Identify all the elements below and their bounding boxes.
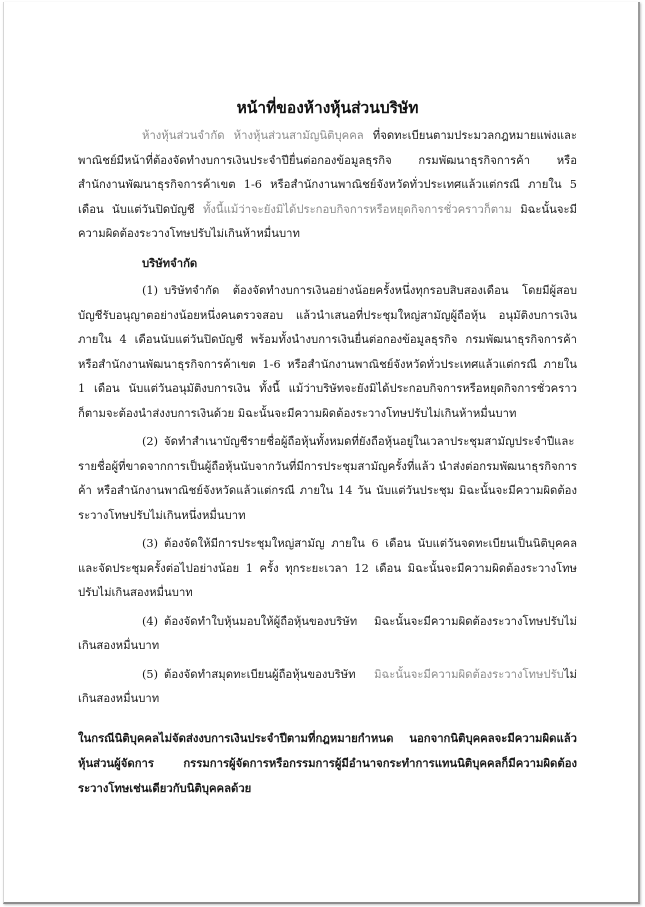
item-number: (5) — [142, 667, 159, 681]
list-item-1 — [78, 279, 577, 426]
intro-lead-faded: ห้างหุ้นส่วนจำกัด ห้างหุ้นส่วนสามัญนิติบุคคล — [142, 129, 364, 142]
item-number: (2) — [142, 435, 159, 448]
intro-paragraph — [78, 124, 577, 247]
list-item-3 — [78, 532, 577, 606]
item-text-faded: มิฉะนั้นจะมีความผิดต้องระวางโทษปรับ — [374, 667, 564, 681]
document-body — [78, 96, 577, 801]
item-text: ต้องจัดทำใบหุ้นมอบให้ผู้ถือหุ้นของบริษัท มิฉะนั้นจะมีความผิดต้องระวางโทษปรับไม่เกินสองหมื่นบาท — [78, 614, 577, 652]
list-item-5 — [78, 663, 577, 712]
intro-text-3: มิฉะนั้นจะมีความผิดต้องระวางโทษปรับไม่เกินห้าหมื่นบาท — [78, 202, 577, 240]
list-item-4 — [78, 610, 577, 659]
document-page — [3, 2, 640, 904]
item-text: บริษัทจำกัด ต้องจัดทำงบการเงินอย่างน้อยครั้งหนึ่งทุกรอบสิบสองเดือน โดยมีผู้สอบบัญชีรับอนุญาตอย่างน้อยหนึ่งคนตรวจสอบ แล้วนำเสนอที่ประชุมใหญ่สามัญผู้ถือหุ้น อนุมัติงบการเงินภายใน 4 เดือนนับแต่วันปิดบัญชี พร้อมทั้งนำงบการเงินยื่นต่อกองข้อมูลธุรกิจ กรมพัฒนาธุรกิจการค้า หรือสำนักงานพัฒนาธุรกิจการค้าเขต 1-6 หรือสำนักงานพาณิชย์จังหวัดทั่วประเทศแล้วแต่กรณี ภายใน 1 เดือน นับแต่วันอนุมัติงบการเงิน ทั้งนี้ แม้ว่าบริษัทจะยังมิได้ประกอบกิจการหรือหยุดกิจการชั่วคราวก็ตามจะต้องนำส่งงบการเงินด้วย มิฉะนั้นจะมีความผิดต้องระวางโทษปรับไม่เกินห้าหมื่นบาท — [78, 284, 577, 420]
section-heading-company: บริษัทจำกัด — [142, 255, 198, 270]
item-text: ต้องจัดให้มีการประชุมใหญ่สามัญ ภายใน 6 เดือน นับแต่วันจดทะเบียนเป็นนิติบุคคล และจัดประชุมครั้งต่อไปอย่างน้อย 1 ครั้ง ทุกระยะเวลา 12 เดือน มิฉะนั้นจะมีความผิดต้องระวางโทษปรับไม่เกินสองหมื่นบาท — [78, 537, 577, 599]
intro-text-1: ที่จดทะเบียนตามประมวลกฎหมายแพ่งและพาณิชย์มีหน้าที่ต้องจัดทำงบการเงินประจำปียื่นต่อกองข้อมูลธุรกิจ กรมพัฒนาธุรกิจการค้า หรือสำนักงานพัฒนาธุรกิจการค้าเขต 1-6 หรือสำนักงานพาณิชย์จังหวัดทั่วประเทศแล้วแต่กรณี ภายใน 5 เดือน นับแต่วันปิดบัญชี — [78, 129, 577, 216]
item-number: (1) — [142, 284, 159, 297]
item-text: จัดทำสำเนาบัญชีรายชื่อผู้ถือหุ้นทั้งหมดที่ยังถือหุ้นอยู่ในเวลาประชุมสามัญประจำปีและรายชื่อผู้ที่ขาดจากการเป็นผู้ถือหุ้นนับจากวันที่มีการประชุมสามัญครั้งที่แล้ว นำส่งต่อกรมพัฒนาธุรกิจการค้า หรือสำนักงานพาณิชย์จังหวัดแล้วแต่กรณี ภายใน 14 วัน นับแต่วันประชุม มิฉะนั้นจะมีความผิดต้องระวางโทษปรับไม่เกินหนึ่งหมื่นบาท — [78, 435, 577, 522]
list-item-2 — [78, 430, 577, 528]
item-text: ต้องจัดทำสมุดทะเบียนผู้ถือหุ้นของบริษัท — [164, 667, 375, 681]
page-title: หน้าที่ของห้างหุ้นส่วนบริษัท — [236, 98, 419, 117]
intro-faded-2: ทั้งนี้แม้ว่าจะยังมิได้ประกอบกิจการหรือหยุดกิจการชั่วคราวก็ตาม — [202, 202, 512, 216]
item-number: (4) — [142, 614, 159, 628]
closing-paragraph: ในกรณีนิติบุคคลไม่จัดส่งงบการเงินประจำปีตามที่กฎหมายกำหนด นอกจากนิติบุคคลจะมีความผิดแล้ว หุ้นส่วนผู้จัดการ กรรมการผู้จัดการหรือกรรมการผู้มีอำนาจกระทำการแทนนิติบุคคลก็มีความผิดต้องระวางโทษเช่นเดียวกับนิติบุคคลด้วย — [78, 730, 577, 795]
item-number: (3) — [142, 537, 159, 550]
item-text-end: ไม่เกินสองหมื่นบาท — [78, 667, 577, 705]
